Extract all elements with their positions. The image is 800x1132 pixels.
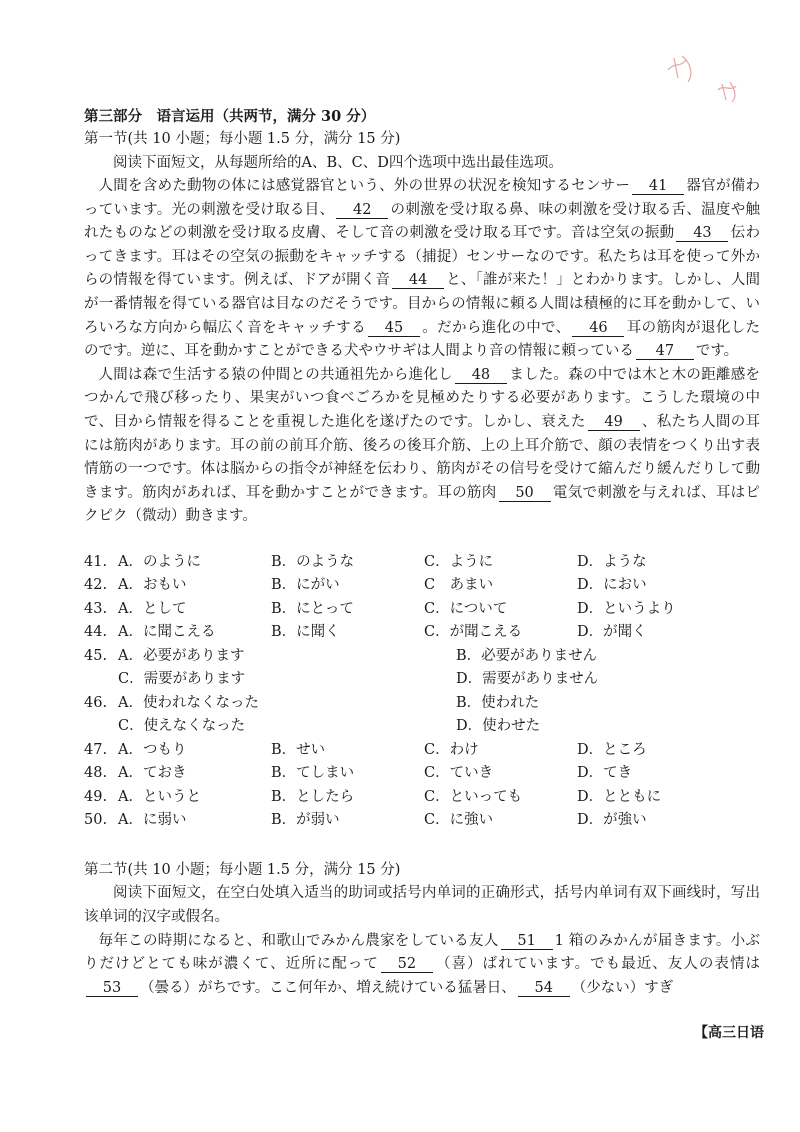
option-c[interactable]: C あまい (424, 577, 494, 594)
blank-47[interactable]: 47 (636, 343, 694, 360)
option-d[interactable]: D．とともに (577, 788, 662, 805)
option-d[interactable]: D．が強い (577, 812, 647, 829)
option-d[interactable]: D．が聞く (577, 624, 647, 641)
option-d[interactable]: D．というより (577, 600, 676, 617)
question-43: 43. A．として B．にとって C．について D．というより (84, 598, 760, 622)
question-47: 47. A．つもり B．せい C．わけ D．ところ (84, 739, 760, 763)
exam-page (84, 106, 760, 1000)
option-c[interactable]: C．需要があります (118, 671, 246, 688)
question-45-cd (84, 668, 760, 692)
option-d[interactable]: D．需要がありません (456, 671, 599, 688)
blank-54[interactable]: 54 (518, 980, 570, 997)
option-b[interactable]: B．にとって (271, 600, 354, 617)
option-a[interactable]: A．というと (118, 788, 201, 805)
option-c[interactable]: C．わけ (424, 741, 479, 758)
option-b[interactable]: B．に聞く (271, 624, 340, 641)
blank-44[interactable]: 44 (392, 272, 444, 289)
option-c[interactable]: C．といっても (424, 788, 523, 805)
option-b[interactable]: B．にがい (271, 577, 340, 594)
blank-45[interactable]: 45 (368, 320, 420, 337)
option-b[interactable]: B．必要がありません (456, 647, 598, 664)
blank-49[interactable]: 49 (588, 414, 640, 431)
option-b[interactable]: B．としたら (271, 788, 355, 805)
option-c[interactable]: C．について (424, 600, 508, 617)
question-49: 49. A．というと B．としたら C．といっても D．とともに (84, 786, 760, 810)
blank-53[interactable]: 53 (86, 980, 138, 997)
passage2-paragraph: 毎年この時期になると、和歌山でみかん農家をしている友人 51 1 箱のみかんが届きます。小ぶりだけどとても味が濃くて、近所に配って 52 （喜）ばれています。でも最近、友人の表情は53 （曇る）がちです。ここ何年か、増え続けている猛暑日、 54 （少ない）すぎ (84, 932, 760, 996)
question-46: 46. A．使われなくなった B．使われた (84, 692, 760, 716)
blank-52[interactable]: 52 (381, 956, 433, 973)
blank-51[interactable]: 51 (501, 933, 553, 950)
option-d[interactable]: D．ような (577, 553, 647, 570)
option-b[interactable]: B．てしまい (271, 765, 355, 782)
section2-instruction: 阅读下面短文，在空白处填入适当的助词或括号内单词的正确形式，括号内单词有双下画线时，写出该单词的汉字或假名。 (84, 885, 760, 925)
option-a[interactable]: A．つもり (118, 741, 187, 758)
option-d[interactable]: D．ところ (577, 741, 647, 758)
section2-title: 第二节(共 10 小题；每小题 1.5 分，满分 15 分) (84, 861, 401, 878)
question-46-cd (84, 715, 760, 739)
option-c[interactable]: C．ていき (424, 765, 494, 782)
section-2 (84, 859, 760, 1000)
question-50: 50. A．に弱い B．が弱い C．に強い D．が強い (84, 809, 760, 833)
option-d[interactable]: D．てき (577, 765, 633, 782)
option-d[interactable]: D．におい (577, 577, 647, 594)
question-48: 48. A．ておき B．てしまい C．ていき D．てき (84, 762, 760, 786)
footer-label: 【高三日语 (694, 1025, 764, 1041)
passage-paragraph-2: 人間は森で生活する猿の仲間との共通祖先から進化し 48 ました。森の中では木と木の距離感をつかんで飛び移ったり、果実がいつ食べごろかを見極めたりする必要があります。こうした環境の中で、目から情報を得ることを重視した進化を遂げたのです。しかし、衰えた 49 、私たち人間の耳には筋肉があります。耳の前の前耳介筋、後ろの後耳介筋、上の上耳介筋で、顔の表情をつくり出す表情筋の一つです。体は脳からの指令が神経を伝わり、筋肉がその信号を受けて縮んだり緩んだりして動きます。筋肉があれば、耳を動かすことができます。耳の筋肉 50 電気で刺激を与えれば、耳はピクピク（微动）動きます。 (84, 366, 761, 525)
question-42: 42. A．おもい B．にがい C あまい D．におい (84, 574, 760, 598)
handwritten-mark (660, 48, 750, 108)
blank-46[interactable]: 46 (572, 320, 624, 337)
option-c[interactable]: C．が聞こえる (424, 624, 523, 641)
option-b[interactable]: B．せい (271, 741, 326, 758)
option-c[interactable]: C．使えなくなった (118, 718, 246, 735)
option-a[interactable]: A．に弱い (118, 812, 187, 829)
blank-41[interactable]: 41 (632, 178, 684, 195)
option-c[interactable]: C．に強い (424, 812, 494, 829)
blank-43[interactable]: 43 (676, 225, 728, 242)
question-45: 45. A．必要があります B．必要がありません (84, 645, 760, 669)
option-b[interactable]: B．のような (271, 553, 355, 570)
passage-paragraph-1: 人間を含めた動物の体には感覚器官という、外の世界の状況を検知するセンサー 41 器官が備わっています。光の刺激を受け取る目、 42 の刺激を受け取る鼻、味の刺激を受け取る舌、温度や触れたものなどの刺激を受け取る皮膚、そして音の刺激を受け取る耳です。音は空気の振動 43 伝わってきます。耳はその空気の振動をキャッチする（捕捉）センサーなのです。私たちは耳を使って外からの情報を得ています。例えば、ドアが開く音 44 と、「誰が来た！」とわかります。しかし、人間が一番情報を得ている器官は目なのだそうです。目からの情報に頼る人間は積極的に耳を動かして、いろいろな方向から幅広く音をキャッチする 45 。だから進化の中で、 46 耳の筋肉が退化したのです。逆に、耳を動かすことができる犬やウサギは人間より音の情報に頼っている 47 です。 (84, 178, 761, 360)
blank-48[interactable]: 48 (455, 367, 507, 384)
option-a[interactable]: A．必要があります (118, 647, 245, 664)
blank-42[interactable]: 42 (336, 202, 388, 219)
option-a[interactable]: A．おもい (118, 577, 187, 594)
option-a[interactable]: A．使われなくなった (118, 694, 259, 711)
option-a[interactable]: A．として (118, 600, 187, 617)
option-b[interactable]: B．が弱い (271, 812, 340, 829)
option-c[interactable]: C．ように (424, 553, 494, 570)
blank-50[interactable]: 50 (499, 485, 551, 502)
question-41: 41. A．のように B．のような C．ように D．ような (84, 551, 760, 575)
part-title: 第三部分 语言运用（共两节，满分 30 分） (84, 108, 376, 125)
section1-instruction: 阅读下面短文，从每题所给的A、B、C、D四个选项中选出最佳选项。 (113, 154, 563, 171)
option-a[interactable]: A．ておき (118, 765, 187, 782)
question-options (84, 551, 760, 833)
option-a[interactable]: A．に聞こえる (118, 624, 216, 641)
option-b[interactable]: B．使われた (456, 694, 540, 711)
option-d[interactable]: D．使わせた (456, 718, 541, 735)
question-44: 44. A．に聞こえる B．に聞く C．が聞こえる D．が聞く (84, 621, 760, 645)
section1-title: 第一节(共 10 小题；每小题 1.5 分，满分 15 分) (84, 131, 401, 147)
option-a[interactable]: A．のように (118, 553, 201, 570)
